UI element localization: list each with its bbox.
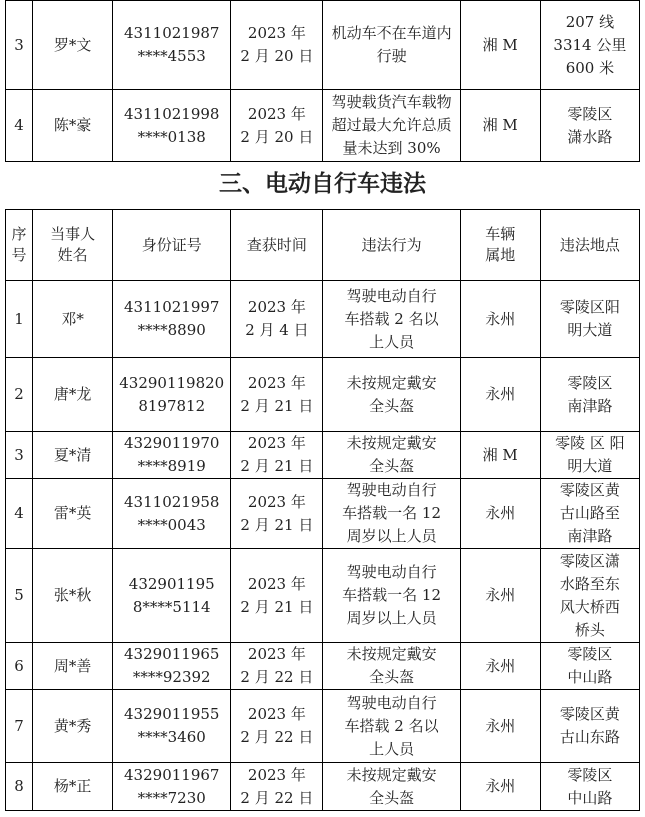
cell-place-line: 零陵 区 阳 — [555, 434, 625, 452]
cell-name-line: 唐*龙 — [53, 385, 92, 403]
cell-act — [323, 690, 460, 763]
cell-id-line: 4311021958 — [124, 492, 220, 511]
cell-act-line: 全头盔 — [369, 396, 415, 415]
cell-act-line: 驾驶电动自行 — [346, 693, 437, 712]
cell-place-line: 南津路 — [567, 396, 613, 415]
cell-place — [540, 549, 639, 643]
cell-place — [540, 1, 639, 90]
header-time: 查获时间 — [231, 210, 323, 281]
cell-name-line: 陈*豪 — [53, 116, 92, 134]
cell-id-line: 4311021987 — [124, 24, 220, 42]
cell-id-line: 4329011955 — [124, 705, 220, 723]
table-row — [6, 358, 640, 432]
header-no-l2: 号 — [11, 246, 27, 264]
cell-place-line: 潇水路 — [567, 127, 613, 146]
cell-name — [33, 479, 113, 549]
cell-no-line: 3 — [14, 445, 24, 464]
cell-id-line: ****0043 — [137, 515, 206, 534]
cell-time-line: 2023 年 — [247, 24, 306, 42]
cell-time-line: 2023 年 — [247, 298, 306, 316]
cell-no — [6, 763, 33, 811]
cell-act-line: 未按规定戴安 — [346, 373, 437, 392]
e-bike-violations-table — [5, 209, 640, 811]
motor-vehicle-violations-table — [5, 0, 640, 162]
table-row — [6, 281, 640, 358]
cell-place-line: 古山路至 — [559, 504, 620, 522]
cell-act — [323, 763, 460, 811]
header-region-l2: 属地 — [485, 246, 516, 264]
cell-time — [231, 549, 323, 643]
cell-place-line: 南津路 — [567, 527, 613, 545]
cell-place-line: 零陵区 — [567, 645, 613, 663]
cell-no — [6, 432, 33, 479]
cell-id-line: 4311021998 — [124, 104, 220, 123]
cell-id-line: ****8919 — [137, 457, 206, 475]
cell-act-line: 驾驶电动自行 — [346, 563, 437, 581]
cell-act-line: 车搭载一名 12 — [342, 586, 441, 604]
cell-place — [540, 763, 639, 811]
cell-region-line: 永州 — [485, 385, 516, 403]
cell-no-line: 6 — [14, 656, 24, 675]
cell-time-line: 2 月 21 日 — [240, 515, 314, 534]
cell-time-line: 2 月 22 日 — [240, 728, 314, 746]
cell-id — [113, 281, 231, 358]
cell-time-line: 2 月 21 日 — [240, 396, 314, 415]
cell-act — [323, 643, 460, 690]
cell-no — [6, 358, 33, 432]
cell-region-line: 永州 — [485, 309, 516, 328]
cell-place — [540, 432, 639, 479]
cell-place-line: 零陵区阳 — [559, 298, 620, 316]
table-row — [6, 549, 640, 643]
cell-time-line: 2 月 20 日 — [240, 127, 314, 146]
cell-region — [460, 1, 540, 90]
header-region-l1: 车辆 — [485, 225, 516, 243]
cell-act-line: 驾驶电动自行 — [346, 286, 437, 305]
cell-name — [33, 281, 113, 358]
cell-act — [323, 432, 460, 479]
table-row — [6, 432, 640, 479]
cell-region-line: 永州 — [485, 656, 516, 675]
cell-time-line: 2023 年 — [247, 373, 306, 392]
cell-id — [113, 358, 231, 432]
cell-act-line: 周岁以上人员 — [346, 609, 437, 627]
cell-time-line: 2023 年 — [247, 705, 306, 723]
cell-time — [231, 1, 323, 90]
cell-act-line: 机动车不在车道内 — [331, 24, 452, 42]
cell-time-line: 2023 年 — [247, 492, 306, 511]
cell-time-line: 2 月 22 日 — [240, 668, 314, 686]
cell-id-line: 43290119820 — [119, 373, 225, 392]
cell-place-line: 古山东路 — [559, 728, 620, 746]
cell-time-line: 2 月 20 日 — [240, 47, 314, 65]
cell-time-line: 2 月 21 日 — [240, 597, 314, 616]
cell-act-line: 超过最大允许总质 — [331, 116, 452, 134]
cell-region — [460, 358, 540, 432]
cell-no-line: 7 — [14, 716, 24, 735]
header-act: 违法行为 — [323, 210, 460, 281]
table-row — [6, 1, 640, 90]
cell-place-line: 3314 公里 — [553, 35, 627, 54]
cell-time — [231, 690, 323, 763]
cell-id-line: 8****5114 — [132, 597, 211, 616]
cell-id-line: 432901195 — [128, 574, 215, 593]
cell-region — [460, 432, 540, 479]
header-no-l1: 序 — [11, 225, 27, 243]
cell-act-line: 车搭载 2 名以 — [344, 716, 439, 735]
cell-place-line: 零陵区 — [567, 104, 613, 123]
cell-act-line: 未按规定戴安 — [346, 765, 437, 784]
cell-name-line: 杨*正 — [53, 777, 92, 795]
cell-act-line: 车搭载一名 12 — [342, 504, 441, 522]
cell-time — [231, 281, 323, 358]
cell-id — [113, 90, 231, 162]
cell-no-line: 3 — [14, 35, 24, 54]
cell-id-line: ****4553 — [137, 47, 206, 65]
cell-name-line: 周*善 — [53, 656, 92, 675]
cell-place-line: 水路至东 — [559, 574, 620, 593]
cell-name — [33, 763, 113, 811]
header-name-l2: 姓名 — [57, 246, 88, 264]
cell-time — [231, 90, 323, 162]
header-id: 身份证号 — [113, 210, 231, 281]
cell-act-line: 量未达到 30% — [342, 139, 441, 157]
cell-region-line: 永州 — [485, 586, 516, 604]
cell-no — [6, 1, 33, 90]
table-row — [6, 690, 640, 763]
cell-name — [33, 1, 113, 90]
cell-time — [231, 643, 323, 690]
cell-no — [6, 690, 33, 763]
cell-time-line: 2 月 21 日 — [240, 457, 314, 475]
cell-place-line: 600 米 — [565, 58, 615, 77]
cell-id — [113, 1, 231, 90]
cell-place-line: 207 线 — [565, 12, 615, 31]
cell-act — [323, 1, 460, 90]
cell-time-line: 2023 年 — [247, 434, 306, 452]
cell-name — [33, 643, 113, 690]
table-row — [6, 90, 640, 162]
cell-region-line: 永州 — [485, 716, 516, 735]
cell-name-line: 邓* — [61, 309, 84, 328]
cell-time-line: 2023 年 — [247, 104, 306, 123]
cell-act-line: 未按规定戴安 — [346, 645, 437, 663]
cell-name-line: 雷*英 — [53, 504, 92, 522]
cell-region — [460, 763, 540, 811]
cell-place-line: 中山路 — [567, 668, 613, 686]
cell-region — [460, 643, 540, 690]
cell-place-line: 零陵区 — [567, 373, 613, 392]
cell-region-line: 湘 M — [482, 445, 518, 464]
table-row — [6, 763, 640, 811]
cell-region — [460, 549, 540, 643]
cell-name — [33, 90, 113, 162]
cell-id-line: 8197812 — [138, 396, 206, 415]
cell-place-line: 零陵区潇 — [559, 551, 620, 570]
cell-time-line: 2023 年 — [247, 574, 306, 593]
cell-region — [460, 281, 540, 358]
cell-place — [540, 281, 639, 358]
cell-name-line: 黄*秀 — [53, 716, 92, 735]
cell-id-line: ****8890 — [137, 321, 206, 339]
cell-no — [6, 281, 33, 358]
cell-act — [323, 358, 460, 432]
cell-id-line: 4311021997 — [124, 298, 220, 316]
header-name-l1: 当事人 — [50, 225, 96, 243]
cell-name-line: 罗*文 — [53, 35, 92, 54]
cell-time — [231, 358, 323, 432]
cell-id — [113, 479, 231, 549]
cell-no-line: 4 — [14, 504, 24, 522]
cell-region — [460, 479, 540, 549]
cell-region-line: 永州 — [485, 504, 516, 522]
cell-id — [113, 432, 231, 479]
cell-time — [231, 763, 323, 811]
cell-time-line: 2023 年 — [247, 645, 306, 663]
cell-no-line: 8 — [14, 777, 24, 795]
cell-region-line: 永州 — [485, 777, 516, 795]
header-place: 违法地点 — [540, 210, 639, 281]
header-name — [33, 210, 113, 281]
cell-act — [323, 549, 460, 643]
header-region — [460, 210, 540, 281]
section-title: 三、电动自行车违法 — [219, 171, 426, 197]
cell-act — [323, 90, 460, 162]
cell-region-line: 湘 M — [482, 116, 518, 134]
cell-no — [6, 643, 33, 690]
cell-place-line: 风大桥西 — [559, 597, 620, 616]
cell-act-line: 驾驶载货汽车载物 — [331, 93, 452, 111]
cell-act-line: 全头盔 — [369, 788, 415, 807]
cell-place — [540, 90, 639, 162]
cell-place-line: 桥头 — [574, 620, 605, 639]
cell-no-line: 5 — [14, 586, 24, 604]
cell-act-line: 上人员 — [369, 332, 415, 351]
cell-name — [33, 432, 113, 479]
cell-id — [113, 763, 231, 811]
cell-act-line: 周岁以上人员 — [346, 527, 437, 545]
cell-name — [33, 358, 113, 432]
table-row — [6, 479, 640, 549]
cell-name-line: 张*秋 — [53, 586, 92, 604]
cell-place-line: 零陵区 — [567, 765, 613, 784]
cell-act — [323, 479, 460, 549]
cell-time — [231, 479, 323, 549]
cell-name-line: 夏*清 — [53, 445, 92, 464]
table-header-row — [6, 210, 640, 281]
cell-place — [540, 479, 639, 549]
cell-id — [113, 643, 231, 690]
cell-no — [6, 549, 33, 643]
cell-act-line: 全头盔 — [369, 668, 415, 686]
cell-region-line: 湘 M — [482, 35, 518, 54]
table-row — [6, 643, 640, 690]
cell-id-line: ****0138 — [137, 127, 206, 146]
cell-time-line: 2023 年 — [247, 765, 306, 784]
cell-region — [460, 90, 540, 162]
cell-place — [540, 690, 639, 763]
cell-place-line: 中山路 — [567, 788, 613, 807]
cell-id — [113, 690, 231, 763]
cell-time-line: 2 月 22 日 — [240, 788, 314, 807]
cell-time-line: 2 月 4 日 — [245, 321, 309, 339]
cell-name — [33, 690, 113, 763]
cell-id-line: ****7230 — [137, 788, 206, 807]
cell-name — [33, 549, 113, 643]
cell-id-line: ****92392 — [132, 668, 211, 686]
cell-place-line: 零陵区黄 — [559, 705, 620, 723]
cell-id — [113, 549, 231, 643]
cell-no — [6, 479, 33, 549]
cell-place — [540, 643, 639, 690]
cell-id-line: 4329011970 — [124, 434, 220, 452]
cell-act-line: 上人员 — [369, 739, 415, 758]
cell-id-line: 4329011965 — [124, 645, 220, 663]
header-no — [6, 210, 33, 281]
cell-place-line: 明大道 — [567, 457, 613, 475]
cell-id-line: ****3460 — [137, 728, 206, 746]
cell-no-line: 4 — [14, 116, 24, 134]
cell-no-line: 2 — [14, 385, 24, 403]
cell-act — [323, 281, 460, 358]
cell-no-line: 1 — [14, 309, 24, 328]
cell-time — [231, 432, 323, 479]
cell-act-line: 行驶 — [376, 47, 407, 65]
cell-act-line: 驾驶电动自行 — [346, 481, 437, 499]
cell-no — [6, 90, 33, 162]
cell-act-line: 未按规定戴安 — [346, 434, 437, 452]
cell-region — [460, 690, 540, 763]
cell-place — [540, 358, 639, 432]
cell-place-line: 零陵区黄 — [559, 481, 620, 499]
cell-place-line: 明大道 — [567, 321, 613, 339]
cell-id-line: 4329011967 — [124, 765, 220, 784]
cell-act-line: 全头盔 — [369, 457, 415, 475]
cell-act-line: 车搭载 2 名以 — [344, 309, 439, 328]
